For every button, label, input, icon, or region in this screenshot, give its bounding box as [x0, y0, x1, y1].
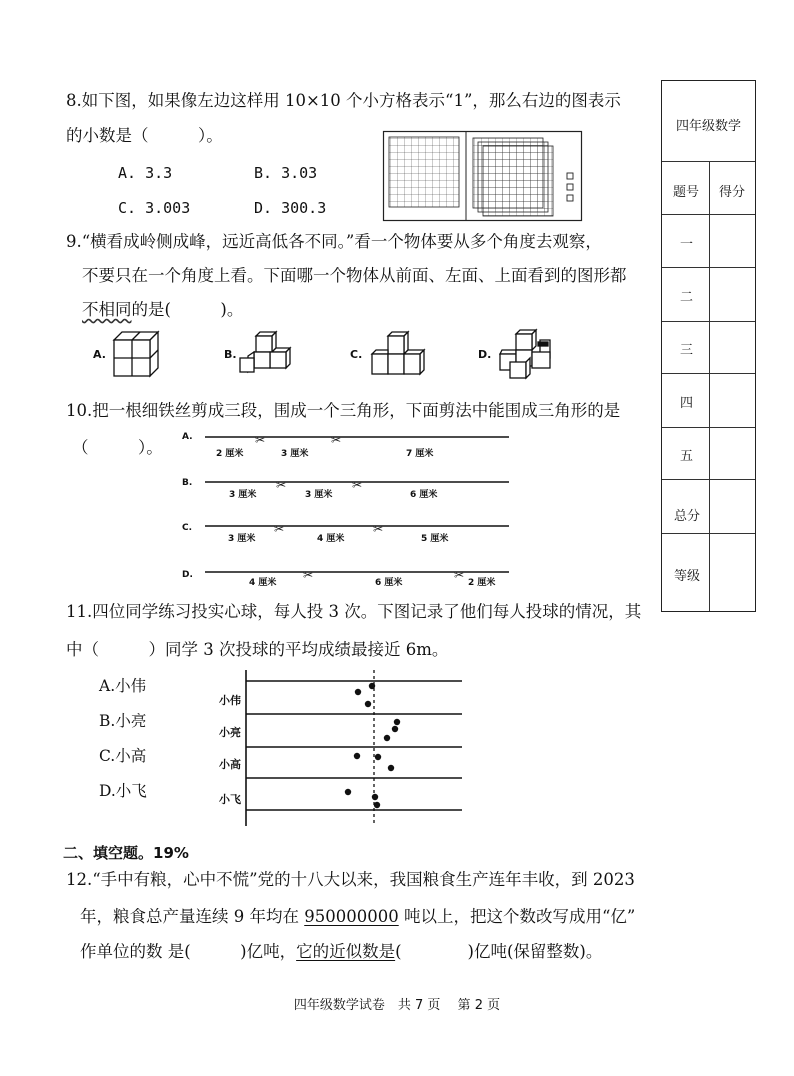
q8-line2: 的小数是（ ）。 — [66, 126, 223, 145]
q10-d-seg3: 2 厘米 — [468, 578, 496, 588]
q11-line1: 11.四位同学练习投实心球，每人投 3 次。下图记录了他们每人投球的情况，其 — [66, 602, 642, 621]
q10-wire-a — [205, 433, 511, 445]
q10-d-seg1: 4 厘米 — [249, 578, 277, 588]
row-label: 四 — [680, 396, 694, 411]
row-label: 等级 — [674, 569, 701, 584]
svg-text:✂: ✂ — [303, 568, 314, 582]
q9-line3: 不相同的是( )。 — [82, 300, 244, 319]
q9-option-d-label[interactable]: D. — [478, 348, 492, 361]
q9-cubes-c — [372, 330, 432, 378]
svg-text:✂: ✂ — [373, 522, 384, 536]
q9-line1: 9.“横看成岭侧成峰，远近高低各不同。”看一个物体要从多个角度去观察， — [66, 232, 602, 251]
q11-throw-chart — [246, 670, 466, 830]
q11-option-a[interactable]: A.小伟 — [99, 677, 147, 695]
q9-cubes-b — [244, 330, 294, 378]
svg-text:✂: ✂ — [352, 478, 363, 492]
q9-option-a-label[interactable]: A. — [93, 348, 106, 361]
row-label: 一 — [680, 237, 694, 252]
row-label: 五 — [680, 449, 694, 464]
q9-option-c-label[interactable]: C. — [350, 348, 363, 361]
q10-c-seg2: 4 厘米 — [317, 534, 345, 544]
q9-option-b-label[interactable]: B. — [224, 348, 237, 361]
svg-text:✂: ✂ — [454, 568, 465, 582]
header-score: 得分 — [719, 185, 746, 200]
q8-grid-figure — [383, 131, 583, 223]
q10-c-seg1: 3 厘米 — [228, 534, 256, 544]
q11-student-label: 小伟 — [219, 694, 241, 707]
q11-option-c[interactable]: C.小高 — [99, 747, 147, 765]
svg-text:✂: ✂ — [276, 478, 287, 492]
q10-a-seg3: 7 厘米 — [406, 449, 434, 459]
q12-line3: 作单位的数 是( )亿吨，它的近似数是( )亿吨(保留整数)。 — [80, 942, 603, 961]
q10-c-seg3: 5 厘米 — [421, 534, 449, 544]
q12-number: 950000000 — [304, 907, 399, 926]
svg-text:✂: ✂ — [331, 433, 342, 447]
q9-cubes-d — [500, 328, 556, 380]
q10-option-a-label[interactable]: A. — [182, 432, 193, 442]
svg-text:✂: ✂ — [274, 522, 285, 536]
q10-line1: 10.把一根细铁丝剪成三段，围成一个三角形，下面剪法中能围成三角形的是 — [66, 401, 621, 420]
q8-option-a[interactable]: A. 3.3 — [118, 164, 173, 182]
q10-b-seg1: 3 厘米 — [229, 490, 257, 500]
q10-option-b-label[interactable]: B. — [182, 478, 193, 488]
q10-option-c-label[interactable]: C. — [182, 523, 193, 533]
section2-title: 二、填空题。19% — [63, 844, 189, 862]
q11-line2: 中（ ）同学 3 次投球的平均成绩最接近 6m。 — [66, 640, 449, 659]
header-question-no: 题号 — [673, 185, 700, 200]
row-label: 二 — [680, 290, 694, 305]
row-label: 总分 — [674, 509, 701, 524]
q8-option-b[interactable]: B. 3.03 — [254, 164, 318, 182]
row-label: 三 — [680, 343, 694, 358]
q10-a-seg2: 3 厘米 — [281, 449, 309, 459]
q11-option-d[interactable]: D.小飞 — [99, 782, 147, 800]
q12-line1: 12.“手中有粮，心中不慌”党的十八大以来，我国粮食生产连年丰收，到 2023 — [66, 870, 635, 889]
q11-student-label: 小高 — [219, 758, 241, 771]
q10-line2: （ ）。 — [72, 438, 163, 457]
q8-option-c[interactable]: C. 3.003 — [118, 199, 191, 217]
q8-option-d[interactable]: D. 300.3 — [254, 199, 327, 217]
q11-option-b[interactable]: B.小亮 — [99, 712, 147, 730]
q9-cubes-a — [114, 330, 164, 378]
score-table — [661, 80, 756, 612]
q11-student-label: 小亮 — [219, 726, 241, 739]
score-table-title: 四年级数学 — [676, 119, 742, 134]
svg-text:✂: ✂ — [255, 433, 266, 447]
q10-d-seg2: 6 厘米 — [375, 578, 403, 588]
q10-b-seg2: 3 厘米 — [305, 490, 333, 500]
q10-option-d-label[interactable]: D. — [182, 570, 193, 580]
q9-line2: 不要只在一个角度上看。下面哪一个物体从前面、左面、上面看到的图形都 — [82, 266, 627, 285]
q12-line2: 年，粮食总产量连续 9 年均在 950000000 吨以上，把这个数改写成用“亿” — [80, 907, 636, 926]
q9-emphasis: 不相同 — [82, 300, 132, 319]
q8-line1: 8.如下图，如果像左边这样用 10×10 个小方格表示“1”，那么右边的图表示 — [66, 91, 621, 110]
page-footer: 四年级数学试卷 共 7 页 第 2 页 — [293, 998, 501, 1013]
q10-b-seg3: 6 厘米 — [410, 490, 438, 500]
q10-a-seg1: 2 厘米 — [216, 449, 244, 459]
q11-student-label: 小飞 — [219, 793, 241, 806]
